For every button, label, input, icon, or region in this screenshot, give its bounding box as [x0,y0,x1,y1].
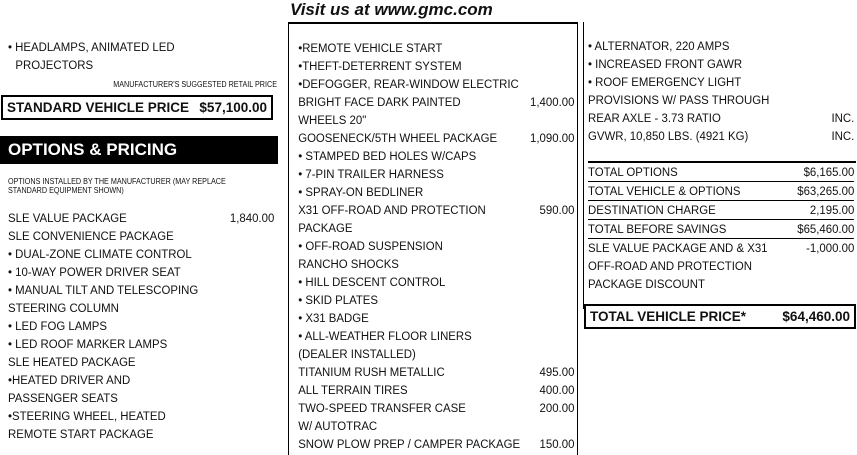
line-item-text: • INCREASED FRONT GAWR [588,57,743,71]
line-item [289,183,574,201]
line-item-text: X31 OFF-ROAD AND PROTECTION [298,203,486,217]
line-item-text: TOTAL BEFORE SAVINGS [588,222,727,236]
line-item [289,273,574,291]
line-item-text: • ALTERNATOR, 220 AMPS [588,39,730,53]
line-item [289,111,574,129]
line-item [289,435,574,453]
line-item-text: •STEERING WHEEL, HEATED [8,409,166,423]
line-item-text: SLE VALUE PACKAGE [8,211,127,225]
line-item [289,147,574,165]
line-item [289,309,574,327]
line-item [588,37,854,55]
column-totals [583,22,857,455]
line-item [8,389,274,407]
equipment-line: PROJECTORS [15,58,94,72]
line-item-price: $6,165.00 [803,165,855,179]
line-item [8,281,274,299]
options-list [8,209,276,443]
line-item-text: SLE VALUE PACKAGE AND & X31 [588,241,768,255]
line-item-text: W/ AUTOTRAC [298,419,378,433]
line-item-text: GOOSENECK/5TH WHEEL PACKAGE [298,131,498,145]
line-item [588,163,854,182]
line-item [588,201,854,220]
line-item-price: 1,840.00 [229,211,275,225]
line-item-price: INC. [831,129,855,143]
standard-price-value: $57,100.00 [199,100,267,115]
total-price-box [584,304,856,329]
standard-price-box [1,95,273,120]
line-item-text: •THEFT-DETERRENT SYSTEM [298,59,462,73]
line-item-text: • SPRAY-ON BEDLINER [298,185,424,199]
line-item [8,335,274,353]
line-item [289,39,574,57]
total-price-label: TOTAL VEHICLE PRICE* [590,309,747,324]
line-item [289,399,574,417]
line-item-price: $63,265.00 [797,184,855,198]
line-item [289,381,574,399]
line-item [289,237,574,255]
line-item-text: STEERING COLUMN [8,301,119,315]
line-item-price: 1,400.00 [530,95,575,109]
line-item-text: SLE HEATED PACKAGE [8,355,136,369]
line-item-text: • HILL DESCENT CONTROL [298,275,446,289]
line-item [289,201,574,219]
line-item-text: SLE CONVENIENCE PACKAGE [8,229,174,243]
options-note [8,177,226,195]
line-item [588,127,854,145]
line-item-text: WHEELS 20" [298,113,367,127]
line-item-text: PACKAGE [298,221,353,235]
line-item-text: BRIGHT FACE DARK PAINTED [298,95,461,109]
line-item [289,255,574,273]
options-list-final [588,37,856,145]
line-item [289,417,574,435]
line-item [8,353,274,371]
line-item [588,275,854,293]
line-item-price: $65,460.00 [797,222,855,236]
line-item [8,425,274,443]
line-item [289,129,574,147]
line-item [289,165,574,183]
line-item-price: 495.00 [539,365,575,379]
line-item [289,75,574,93]
line-item [289,219,574,237]
line-item [289,93,574,111]
line-item [8,209,274,227]
line-item-price: 200.00 [539,401,575,415]
line-item-text: PROVISIONS W/ PASS THROUGH [588,93,770,107]
line-item [289,363,574,381]
line-item [8,227,274,245]
options-note-line: OPTIONS INSTALLED BY THE MANUFACTURER (MAY REPLACE [8,177,226,186]
line-item [588,55,854,73]
line-item-price: 1,090.00 [530,131,575,145]
line-item [588,182,854,201]
line-item-text: • 7-PIN TRAILER HARNESS [298,167,444,181]
options-note-line: STANDARD EQUIPMENT SHOWN) [8,186,124,195]
line-item [8,299,274,317]
standard-equipment-top [8,38,276,74]
line-item [588,73,854,91]
equipment-line: • HEADLAMPS, ANIMATED LED [8,40,175,54]
options-list-continued [289,39,575,453]
column-options-continued [288,22,578,455]
line-item-price: 150.00 [539,437,575,451]
total-price-value: $64,460.00 [782,309,850,324]
line-item [8,407,274,425]
line-item [8,263,274,281]
website-header: Visit us at www.gmc.com [290,0,493,19]
line-item-text: • 10-WAY POWER DRIVER SEAT [8,265,181,279]
line-item-text: • ROOF EMERGENCY LIGHT [588,75,742,89]
line-item-text: TWO-SPEED TRANSFER CASE [298,401,466,415]
line-item-text: • STAMPED BED HOLES W/CAPS [298,149,477,163]
line-item-price: -1,000.00 [806,241,855,255]
line-item-text: PASSENGER SEATS [8,391,118,405]
line-item-price: 590.00 [539,203,575,217]
line-item [289,57,574,75]
line-item-text: • DUAL-ZONE CLIMATE CONTROL [8,247,192,261]
line-item-text: • X31 BADGE [298,311,369,325]
line-item-text: GVWR, 10,850 LBS. (4921 KG) [588,129,749,143]
line-item-text: PACKAGE DISCOUNT [588,277,705,291]
options-heading: OPTIONS & PRICING [0,136,278,164]
line-item-text: TITANIUM RUSH METALLIC [298,365,445,379]
line-item-text: •HEATED DRIVER AND [8,373,131,387]
line-item-text: •REMOTE VEHICLE START [298,41,443,55]
line-item-text: ALL TERRAIN TIRES [298,383,408,397]
line-item-text: • SKID PLATES [298,293,379,307]
line-item-price: INC. [831,111,855,125]
line-item-text: • ALL-WEATHER FLOOR LINERS [298,329,472,343]
line-item [588,239,854,257]
line-item-text: • MANUAL TILT AND TELESCOPING [8,283,199,297]
line-item [588,91,854,109]
column-standard-options [0,22,278,455]
line-item [588,257,854,275]
line-item-text: (DEALER INSTALLED) [298,347,416,361]
line-item-text: SNOW PLOW PREP / CAMPER PACKAGE [298,437,521,451]
line-item-text: • LED FOG LAMPS [8,319,108,333]
line-item-text: OFF-ROAD AND PROTECTION [588,259,753,273]
line-item-text: •DEFOGGER, REAR-WINDOW ELECTRIC [298,77,519,91]
line-item-text: TOTAL OPTIONS [588,165,678,179]
line-item [289,345,574,363]
line-item-text: • LED ROOF MARKER LAMPS [8,337,168,351]
msrp-label: MANUFACTURER'S SUGGESTED RETAIL PRICE [113,80,277,89]
line-item-text: RANCHO SHOCKS [298,257,399,271]
line-item [8,245,274,263]
line-item-text: • OFF-ROAD SUSPENSION [298,239,443,253]
line-item [289,291,574,309]
line-item [289,327,574,345]
line-item [8,371,274,389]
line-item-text: REAR AXLE - 3.73 RATIO [588,111,721,125]
line-item-price: 2,195.00 [809,203,855,217]
column-divider [583,22,584,309]
line-item-text: REMOTE START PACKAGE [8,427,154,441]
line-item [588,109,854,127]
line-item-text: TOTAL VEHICLE & OPTIONS [588,184,741,198]
totals-table [588,161,856,293]
line-item-price: 400.00 [539,383,575,397]
line-item-text: DESTINATION CHARGE [588,203,716,217]
standard-price-label: STANDARD VEHICLE PRICE [7,100,190,115]
line-item [8,317,274,335]
line-item [588,220,854,239]
